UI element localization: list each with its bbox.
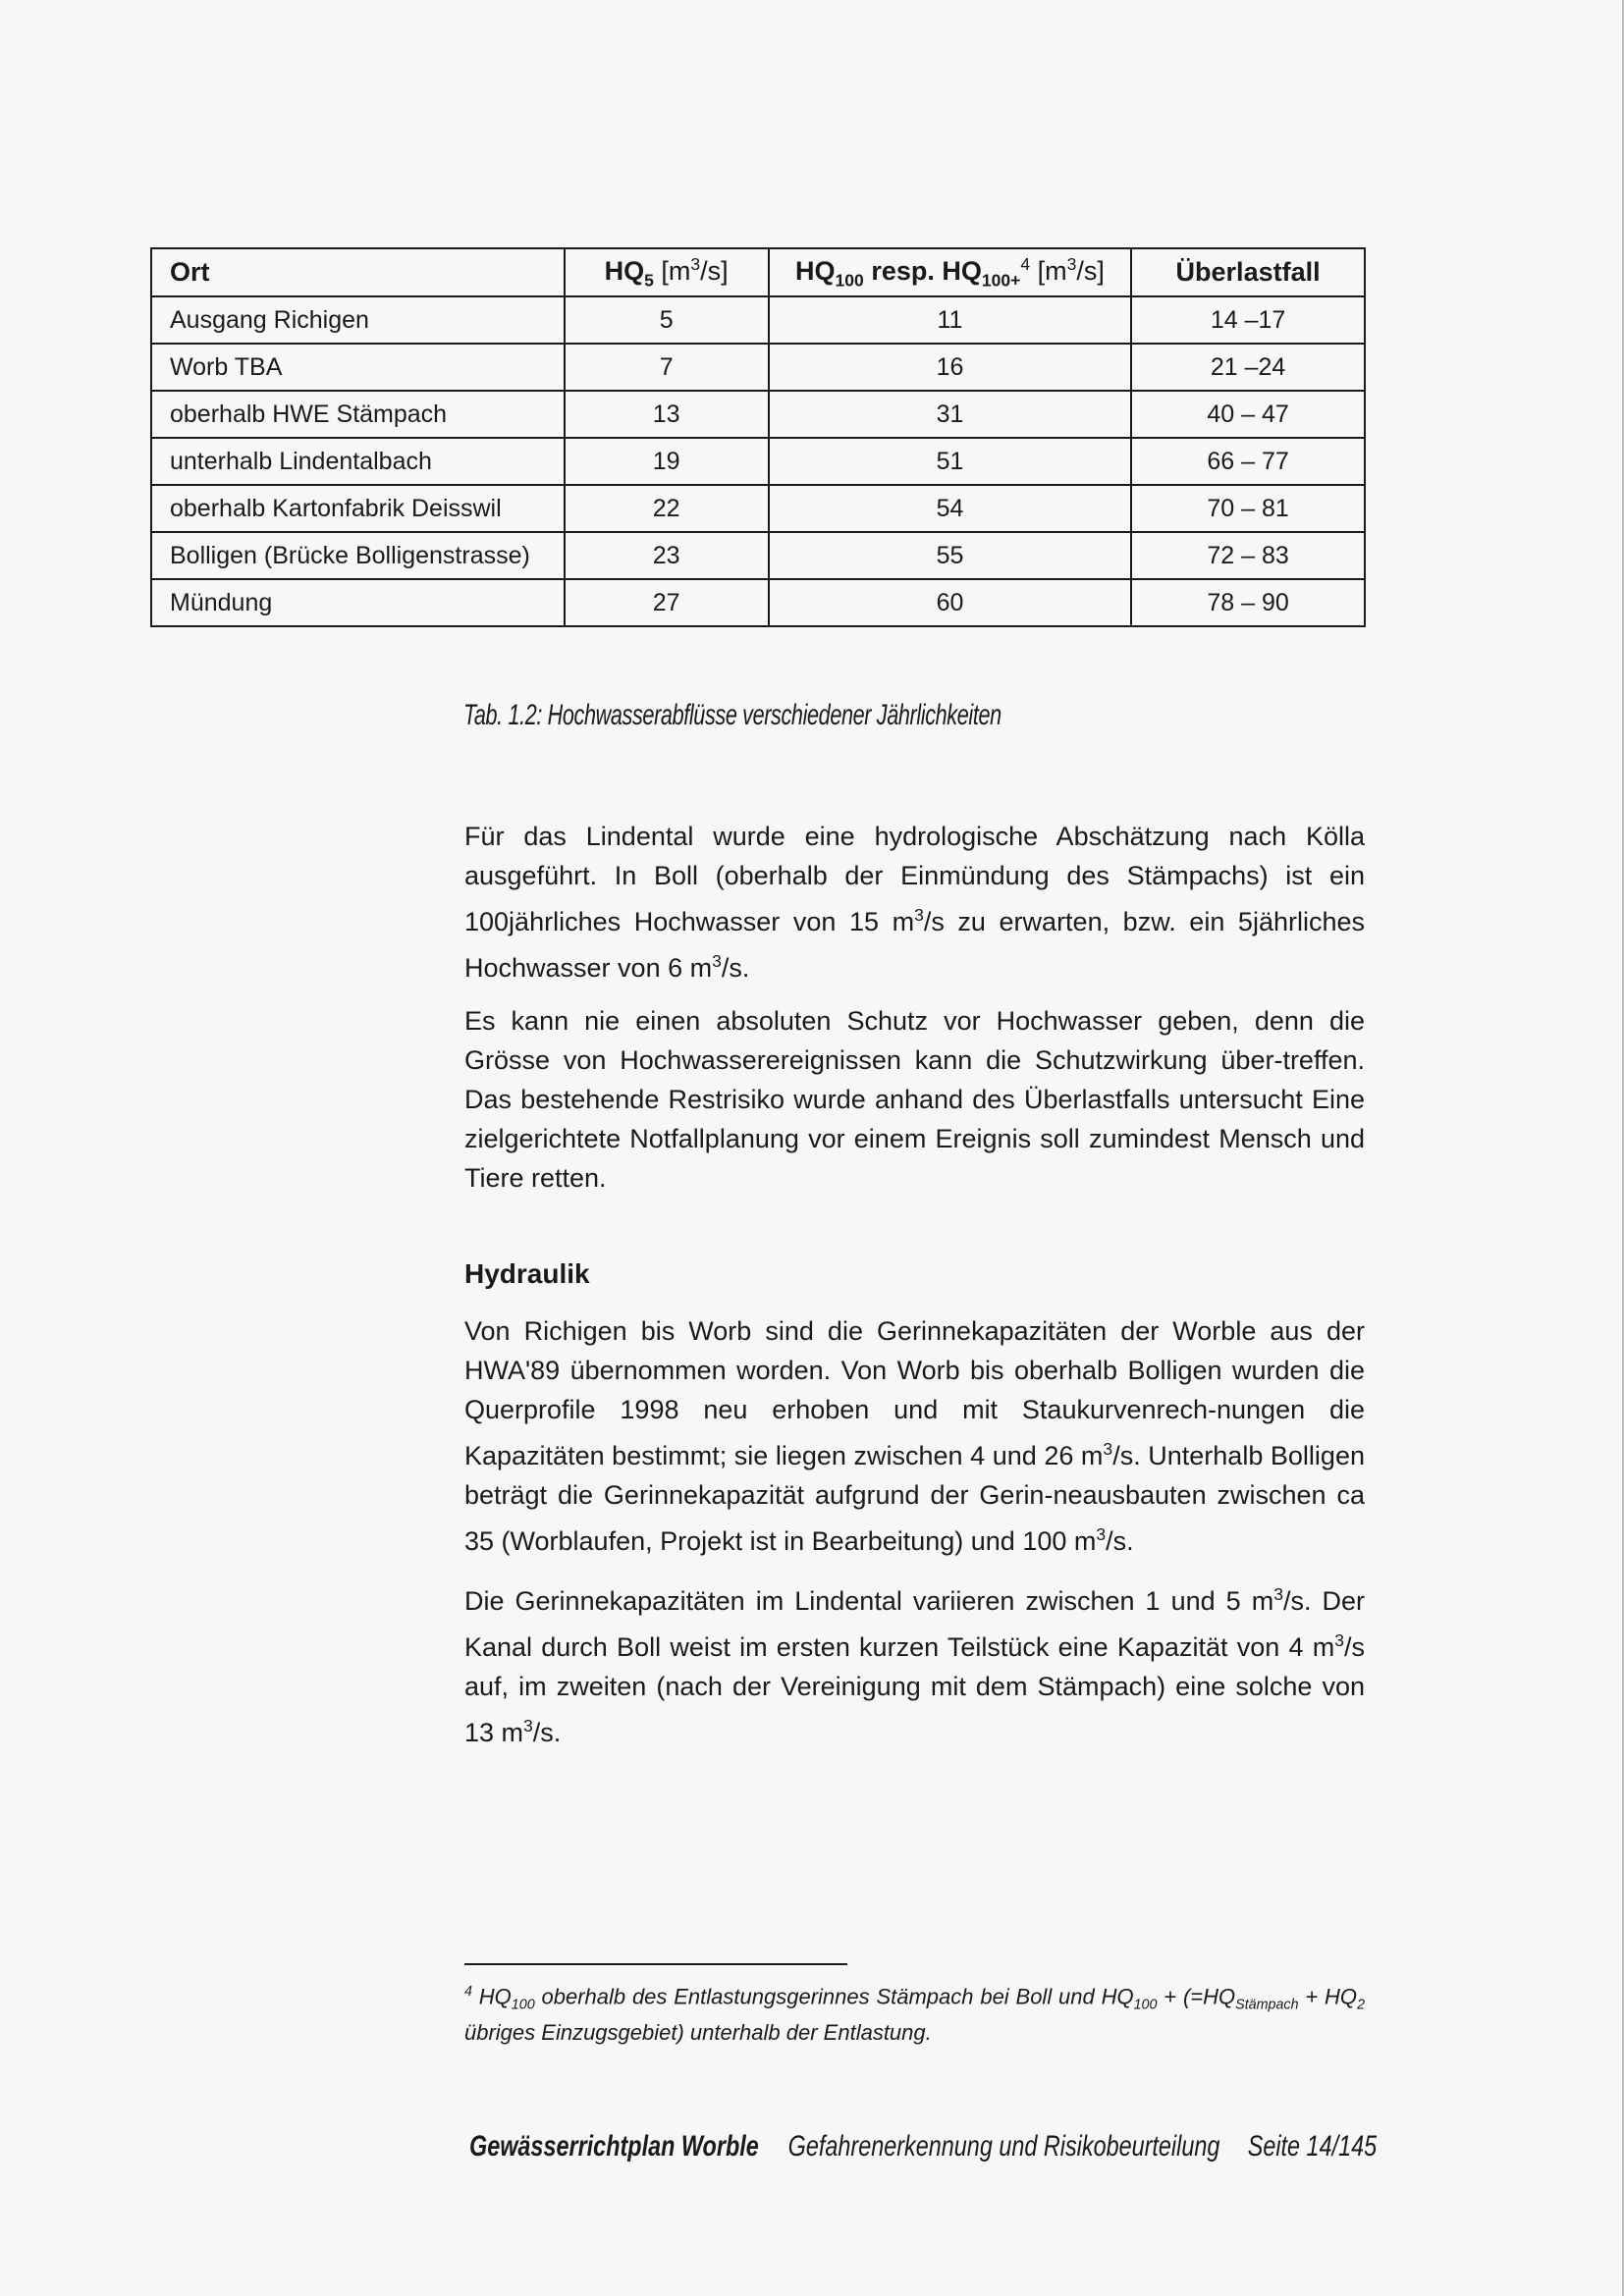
- flood-discharge-table: [150, 247, 1366, 627]
- table-row: [151, 438, 1365, 485]
- table-header-row: [151, 248, 1365, 296]
- cell-hq5: 13: [565, 391, 769, 438]
- cell-ueberlast: 14 –17: [1131, 296, 1365, 344]
- document-subtitle: Gefahrenerkennung und Risikobeurteilung: [787, 2130, 1220, 2163]
- cell-ueberlast: 72 – 83: [1131, 532, 1365, 579]
- table-row: [151, 391, 1365, 438]
- header-hq5: $HQ_5$ $[m^3/s]$: [565, 248, 769, 296]
- page-footer: [469, 2130, 1377, 2163]
- cell-hq100: 60: [769, 579, 1131, 626]
- cell-hq100: 51: [769, 438, 1131, 485]
- cell-ort: oberhalb Kartonfabrik Deisswil: [151, 485, 565, 532]
- cell-ueberlast: 40 – 47: [1131, 391, 1365, 438]
- table-row: [151, 296, 1365, 344]
- cell-ueberlast: 66 – 77: [1131, 438, 1365, 485]
- footnote-ref: 4: [1020, 253, 1031, 274]
- cell-ueberlast: 70 – 81: [1131, 485, 1365, 532]
- intro-paragraphs: [464, 817, 1365, 1211]
- cell-ort: oberhalb HWE Stämpach: [151, 391, 565, 438]
- cell-ort: Ausgang Richigen: [151, 296, 565, 344]
- cell-ueberlast: 21 –24: [1131, 344, 1365, 391]
- table-caption: Tab. 1.2: Hochwasserabflüsse verschiedener Jährlichkeiten: [463, 699, 1001, 731]
- section-heading-hydraulik: Hydraulik: [464, 1258, 590, 1289]
- header-hq100: $HQ_{100}$ resp. $HQ_{100+}^4$ $[m^3/s]$: [769, 248, 1131, 296]
- cell-ort: Worb TBA: [151, 344, 565, 391]
- cell-hq100: 31: [769, 391, 1131, 438]
- hydraulik-paragraphs: [464, 1311, 1365, 1766]
- header-ort: Ort: [151, 248, 565, 296]
- cell-hq5: 7: [565, 344, 769, 391]
- cell-hq100: 55: [769, 532, 1131, 579]
- paragraph-restrisiko: Es kann nie einen absoluten Schutz vor Hochwasser geben, denn die Grösse von Hochwasserereignissen kann die Schutzwirkung über-treffen. Das bestehende Restrisiko wurde anhand des Überlastfalls untersucht Eine zielgerichtete Notfallplanung vor einem Ereignis soll zumindest Mensch und Tiere retten.: [464, 1006, 1365, 1193]
- table-row: [151, 532, 1365, 579]
- cell-hq5: 23: [565, 532, 769, 579]
- paragraph-lindental-kapazitaet: Die Gerinnekapazitäten im Lindental variieren zwischen 1 und 5 $m^3/s$. Der Kanal durch Boll weist im ersten kurzen Teilstück eine Kapazität von 4 $m^3/s$ auf, im zweiten (nach der Vereinigung mit dem Stämpach) eine solche von 13 $m^3/s$.: [464, 1584, 1365, 1747]
- cell-hq100: 54: [769, 485, 1131, 532]
- footnote-divider: [464, 1963, 847, 1965]
- cell-hq100: 16: [769, 344, 1131, 391]
- table-row: [151, 344, 1365, 391]
- cell-hq5: 27: [565, 579, 769, 626]
- paragraph-lindental: Für das Lindental wurde eine hydrologische Abschätzung nach Kölla ausgeführt. In Boll (oberhalb der Einmündung des Stämpachs) ist ein 100jährliches Hochwasser von 15 $m^3/s$ zu erwarten, bzw. ein 5jährliches Hochwasser von 6 $m^3/s$.: [464, 822, 1365, 983]
- page-number: Seite 14/145: [1247, 2130, 1378, 2163]
- cell-hq100: 11: [769, 296, 1131, 344]
- table-row: [151, 485, 1365, 532]
- cell-hq5: 19: [565, 438, 769, 485]
- cell-ort: unterhalb Lindentalbach: [151, 438, 565, 485]
- cell-hq5: 5: [565, 296, 769, 344]
- header-ueberlastfall: Überlastfall: [1131, 248, 1365, 296]
- document-title: Gewässerrichtplan Worble: [469, 2130, 759, 2163]
- cell-ueberlast: 78 – 90: [1131, 579, 1365, 626]
- footnote: $^4$ $HQ_{100}$ oberhalb des Entlastungsgerinnes Stämpach bei Boll und $HQ_{100} + (=HQ_{Stämpach} + HQ_2$ übriges Einzugsgebiet) unterhalb der Entlastung.: [464, 1984, 1366, 2045]
- cell-ort: Mündung: [151, 579, 565, 626]
- footnote-marker: 4: [464, 1984, 472, 2000]
- cell-ort: Bolligen (Brücke Bolligenstrasse): [151, 532, 565, 579]
- paragraph-gerinnekapazitaet: Von Richigen bis Worb sind die Gerinnekapazitäten der Worble aus der HWA'89 übernommen worden. Von Worb bis oberhalb Bolligen wurden die Querprofile 1998 neu erhoben und mit Staukurvenrech-nungen die Kapazitäten bestimmt; sie liegen zwischen 4 und 26 $m^3/s$. Unterhalb Bolligen beträgt die Gerinnekapazität aufgrund der Gerin-neausbauten zwischen ca 35 (Worblaufen, Projekt ist in Bearbeitung) und 100 $m^3/s$.: [464, 1316, 1365, 1556]
- cell-hq5: 22: [565, 485, 769, 532]
- table-row: [151, 579, 1365, 626]
